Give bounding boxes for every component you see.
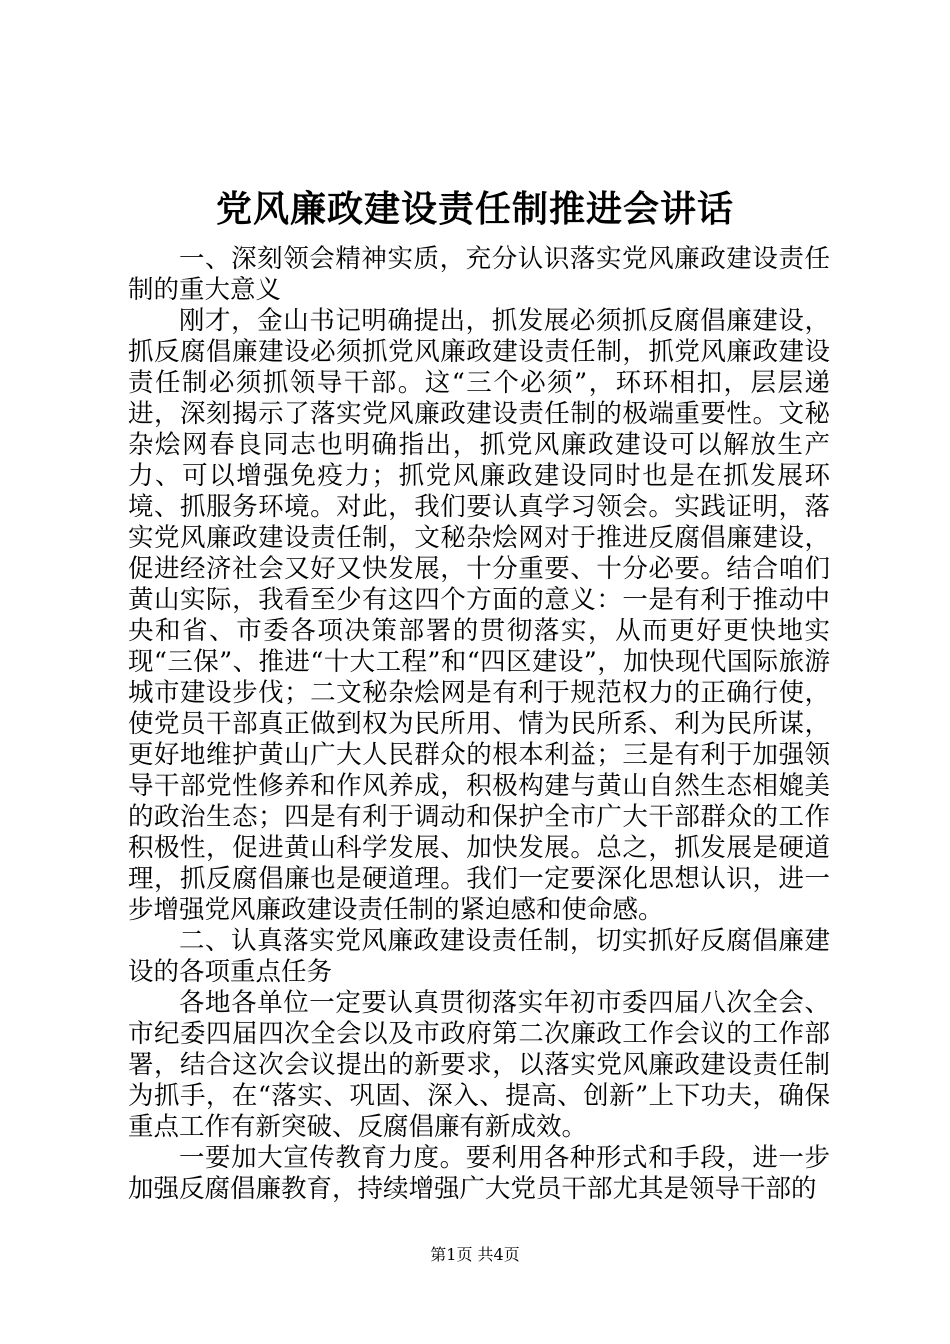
document-body xyxy=(128,244,830,1205)
body-paragraph: 刚才，金山书记明确提出，抓发展必须抓反腐倡廉建设，抓反腐倡廉建设必须抓党风廉政建设责任制，抓党风廉政建设责任制必须抓领导干部。这“三个必须”，环环相扣，层层递进，深刻揭示了落实党风廉政建设责任制的极端重要性。文秘杂烩网春良同志也明确指出，抓党风廉政建设可以解放生产力、可以增强免疫力；抓党风廉政建设同时也是在抓发展环境、抓服务环境。对此，我们要认真学习领会。实践证明，落实党风廉政建设责任制，文秘杂烩网对于推进反腐倡廉建设，促进经济社会又好又快发展，十分重要、十分必要。结合咱们黄山实际，我看至少有这四个方面的意义：一是有利于推动中央和省、市委各项决策部署的贯彻落实，从而更好更快地实现“三保”、推进“十大工程”和“四区建设”，加快现代国际旅游城市建设步伐；二文秘杂烩网是有利于规范权力的正确行使，使党员干部真正做到权为民所用、情为民所系、利为民所谋，更好地维护黄山广大人民群众的根本利益；三是有利于加强领导干部党性修养和作风养成，积极构建与黄山自然生态相媲美的政治生态；四是有利于调动和保护全市广大干部群众的工作积极性，促进黄山科学发展、加快发展。总之，抓发展是硬道理，抓反腐倡廉也是硬道理。我们一定要深化思想认识，进一步增强党风廉政建设责任制的紧迫感和使命感。 xyxy=(128,306,830,925)
body-paragraph: 一要加大宣传教育力度。要利用各种形式和手段，进一步加强反腐倡廉教育，持续增强广大党员干部尤其是领导干部的 xyxy=(128,1143,830,1204)
section-heading-1: 一、深刻领会精神实质，充分认识落实党风廉政建设责任制的重大意义 xyxy=(128,244,830,305)
page-number-footer: 第1页 共4页 xyxy=(430,1245,520,1264)
section-heading-2: 二、认真落实党风廉政建设责任制，切实抓好反腐倡廉建设的各项重点任务 xyxy=(128,926,830,987)
body-paragraph: 各地各单位一定要认真贯彻落实年初市委四届八次全会、市纪委四届四次全会以及市政府第二次廉政工作会议的工作部署，结合这次会议提出的新要求，以落实党风廉政建设责任制为抓手，在“落实、巩固、深入、提高、创新”上下功夫，确保重点工作有新突破、反腐倡廉有新成效。 xyxy=(128,988,830,1142)
document-title: 党风廉政建设责任制推进会讲话 xyxy=(215,188,734,230)
